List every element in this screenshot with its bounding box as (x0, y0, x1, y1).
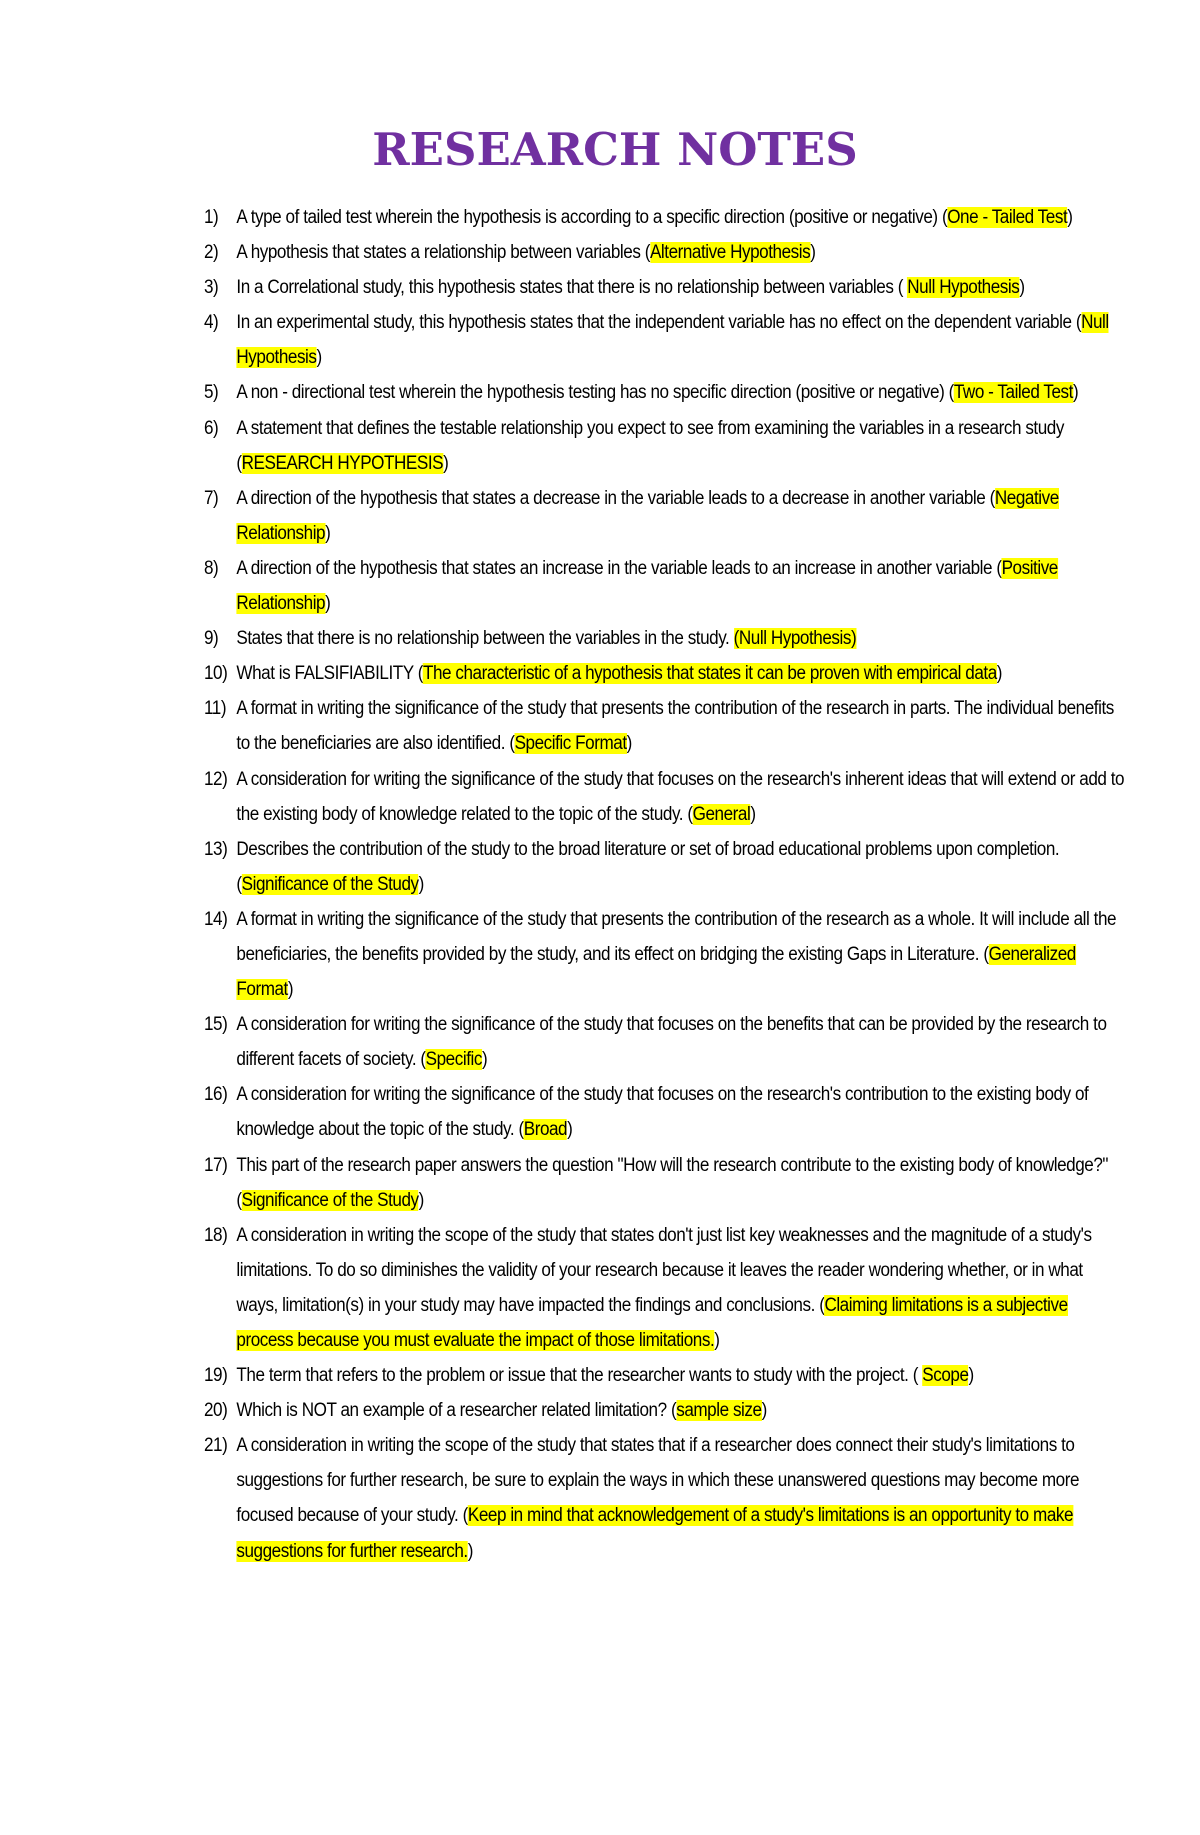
closing-paren: ) (750, 803, 756, 825)
item-number: 7) (204, 487, 219, 509)
question-text: Describes the contribution of the study to the broad literature or set of broad educational problems upon completion. ( (236, 838, 1060, 895)
answer-highlight: Broad (523, 1119, 568, 1141)
item-number: 15) (204, 1014, 228, 1036)
item-number: 18) (204, 1224, 228, 1246)
question-text: In an experimental study, this hypothesis states that the independent variable has no effect on the dependent variable ( (236, 312, 1082, 334)
closing-paren: ) (467, 1540, 473, 1562)
list-item (204, 551, 1127, 621)
closing-paren: ) (567, 1119, 573, 1141)
closing-paren: ) (1067, 207, 1073, 228)
answer-highlight: (Null Hypothesis) (733, 628, 857, 650)
list-item (204, 1428, 1127, 1568)
item-number: 6) (204, 417, 219, 439)
item-number: 13) (204, 838, 228, 860)
question-text: Which is NOT an example of a researcher related limitation? ( (236, 1400, 677, 1422)
answer-highlight: Keep in mind that acknowledgement of a study's limitations is an opportunity to make suggestions for further research. (236, 1505, 1074, 1562)
list-item (204, 691, 1127, 761)
answer-highlight: RESEARCH HYPOTHESIS (241, 452, 444, 474)
notes-list (204, 200, 1125, 1569)
answer-highlight: Significance of the Study (241, 1189, 419, 1211)
closing-paren: ) (481, 1049, 488, 1071)
question-text: A format in writing the significance of the study that presents the contribution of the research as a whole. It will include all the beneficiaries, the benefits provided by the study, and its effect on bridging the existing Gaps in Literature. ( (236, 908, 1117, 965)
closing-paren: ) (443, 452, 449, 474)
answer-highlight: Two - Tailed Test (953, 382, 1073, 404)
list-item (204, 481, 1127, 551)
list-item (204, 375, 1127, 410)
answer-highlight: Specific Format (514, 733, 627, 755)
closing-paren: ) (1019, 277, 1025, 299)
item-number: 3) (204, 277, 219, 299)
answer-highlight: Alternative Hypothesis (649, 242, 811, 264)
question-text: A consideration for writing the significance of the study that focuses on the benefits that can be provided by the research to different facets of society. ( (236, 1014, 1107, 1071)
list-item (204, 1218, 1127, 1358)
list-item (204, 621, 1127, 656)
answer-highlight: Significance of the Study (241, 873, 419, 895)
list-item (204, 411, 1127, 481)
closing-paren: ) (418, 873, 424, 895)
question-text: What is FALSIFIABILITY ( (236, 663, 423, 685)
answer-highlight: General (692, 803, 751, 825)
item-number: 10) (204, 663, 228, 685)
item-number: 19) (204, 1365, 228, 1387)
answer-highlight: Null Hypothesis (236, 312, 1109, 369)
closing-paren: ) (287, 979, 294, 1001)
answer-highlight: The characteristic of a hypothesis that states it can be proven with empirical data (422, 663, 997, 685)
question-text: A format in writing the significance of the study that presents the contribution of the research in parts. The individual benefits to the beneficiaries are also identified. ( (236, 698, 1114, 755)
list-item (204, 902, 1127, 1007)
item-number: 1) (204, 207, 219, 228)
list-item (204, 235, 1127, 270)
item-number: 8) (204, 557, 219, 579)
question-text: This part of the research paper answers the question "How will the research contribute to the existing body of knowledge?" ( (236, 1154, 1109, 1211)
item-number: 12) (204, 768, 228, 790)
question-text: A statement that defines the testable relationship you expect to see from examining the variables in a research study ( (236, 417, 1064, 474)
question-text: The term that refers to the problem or issue that the researcher wants to study with the project. ( (236, 1365, 923, 1387)
closing-paren: ) (968, 1365, 974, 1387)
question-text: A consideration for writing the significance of the study that focuses on the research's contribution to the existing body of knowledge about the topic of the study. ( (236, 1084, 1089, 1141)
answer-highlight: One - Tailed Test (947, 207, 1068, 228)
question-text: States that there is no relationship between the variables in the study. (236, 628, 734, 650)
question-text: A consideration in writing the scope of the study that states don't just list key weaknesses and the magnitude of a study's limitations. To do so diminishes the validity of your research because it leaves the reader wondering whether, or in what ways, limitation(s) in your study may have impacted the findings and conclusions. ( (236, 1224, 1092, 1316)
answer-highlight: Specific (425, 1049, 482, 1071)
list-item (204, 270, 1127, 305)
question-text: A direction of the hypothesis that states an increase in the variable leads to an increase in another variable ( (236, 557, 1002, 579)
list-item (204, 762, 1127, 832)
list-item (204, 1077, 1127, 1147)
question-text: A consideration for writing the significance of the study that focuses on the research's inherent ideas that will extend or add to the existing body of knowledge related to the topic of the study. ( (236, 768, 1125, 825)
list-item (204, 1393, 1127, 1428)
page-title: RESEARCH NOTES (372, 123, 858, 176)
closing-paren: ) (996, 663, 1003, 685)
question-text: In a Correlational study, this hypothesis states that there is no relationship between variables ( (236, 277, 908, 299)
answer-highlight: sample size (676, 1400, 762, 1422)
closing-paren: ) (325, 593, 331, 615)
item-number: 14) (204, 908, 228, 930)
closing-paren: ) (714, 1330, 720, 1351)
closing-paren: ) (761, 1400, 767, 1422)
question-text: A non - directional test wherein the hypothesis testing has no specific direction (positive or negative) ( (236, 382, 954, 404)
question-text: A type of tailed test wherein the hypothesis is according to a specific direction (positive or negative) ( (236, 207, 948, 228)
list-item (204, 656, 1127, 691)
item-number: 11) (204, 698, 227, 720)
item-number: 9) (204, 628, 219, 650)
closing-paren: ) (810, 242, 816, 264)
item-number: 4) (204, 312, 219, 334)
list-item (204, 832, 1127, 902)
answer-highlight: Negative Relationship (236, 487, 1059, 544)
closing-paren: ) (316, 347, 322, 369)
closing-paren: ) (418, 1189, 424, 1211)
list-item (204, 200, 1127, 235)
list-item (204, 1148, 1127, 1218)
answer-highlight: Claiming limitations is a subjective process because you must evaluate the impact of those limitations. (236, 1294, 1068, 1351)
closing-paren: ) (1072, 382, 1079, 404)
list-item (204, 305, 1127, 375)
list-item (204, 1007, 1127, 1077)
question-text: A direction of the hypothesis that states a decrease in the variable leads to a decrease in another variable ( (236, 487, 995, 509)
answer-highlight: Generalized Format (236, 943, 1076, 1001)
item-number: 2) (204, 242, 219, 264)
item-number: 16) (204, 1084, 228, 1106)
answer-highlight: Positive Relationship (236, 557, 1058, 615)
question-text: A hypothesis that states a relationship between variables ( (236, 242, 650, 264)
item-number: 17) (204, 1154, 228, 1176)
item-number: 21) (204, 1435, 228, 1457)
answer-highlight: Scope (922, 1365, 969, 1387)
list-item (204, 1358, 1127, 1393)
closing-paren: ) (626, 733, 632, 755)
item-number: 20) (204, 1400, 228, 1422)
item-number: 5) (204, 382, 219, 404)
closing-paren: ) (325, 522, 331, 544)
answer-highlight: Null Hypothesis (907, 277, 1020, 299)
question-text: A consideration in writing the scope of the study that states that if a researcher does connect their study's limitations to suggestions for further research, be sure to explain the ways in which these unanswered questions may become more focused because of your study. ( (236, 1435, 1080, 1527)
